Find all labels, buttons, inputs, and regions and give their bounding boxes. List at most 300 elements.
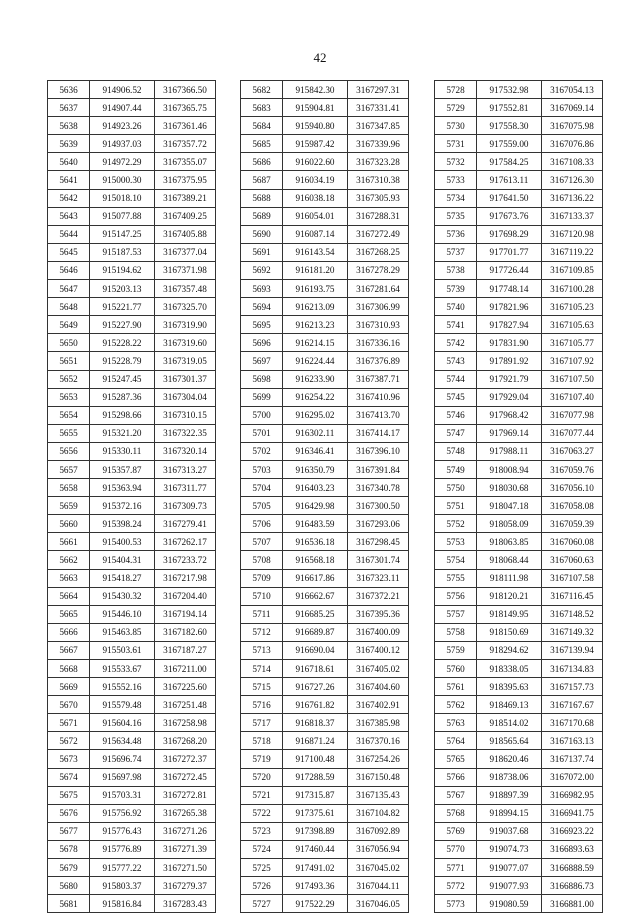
table-row [48,261,216,279]
point-number-cell: 5656 [48,442,90,460]
x-coordinate-cell: 917673.76 [477,207,542,225]
x-coordinate-cell: 915940.80 [283,117,348,135]
point-number-cell: 5702 [241,442,283,460]
point-number-cell: 5645 [48,243,90,261]
table-row [241,460,409,478]
table-row [435,225,603,243]
x-coordinate-cell: 918063.85 [477,533,542,551]
point-number-cell: 5692 [241,261,283,279]
point-number-cell: 5759 [435,641,477,659]
table-row [48,859,216,877]
y-coordinate-cell: 3167347.85 [348,117,409,135]
table-row [48,822,216,840]
table-row [48,117,216,135]
point-number-cell: 5769 [435,822,477,840]
point-number-cell: 5709 [241,569,283,587]
table-row [48,460,216,478]
y-coordinate-cell: 3167107.40 [542,388,603,406]
table-row [435,786,603,804]
y-coordinate-cell: 3167310.38 [348,171,409,189]
y-coordinate-cell: 3167107.92 [542,352,603,370]
table-row [48,99,216,117]
x-coordinate-cell: 916689.87 [283,623,348,641]
point-number-cell: 5745 [435,388,477,406]
y-coordinate-cell: 3167396.10 [348,442,409,460]
x-coordinate-cell: 917701.77 [477,243,542,261]
x-coordinate-cell: 917493.36 [283,877,348,895]
table-row [435,569,603,587]
y-coordinate-cell: 3167135.43 [348,786,409,804]
table-row [241,189,409,207]
point-number-cell: 5757 [435,605,477,623]
table-row [48,714,216,732]
y-coordinate-cell: 3167268.20 [155,732,216,750]
point-number-cell: 5732 [435,153,477,171]
x-coordinate-cell: 915228.79 [90,352,155,370]
y-coordinate-cell: 3166886.73 [542,877,603,895]
y-coordinate-cell: 3167058.08 [542,497,603,515]
point-number-cell: 5690 [241,225,283,243]
x-coordinate-cell: 916617.86 [283,569,348,587]
x-coordinate-cell: 918149.95 [477,605,542,623]
x-coordinate-cell: 915227.90 [90,316,155,334]
y-coordinate-cell: 3167391.84 [348,460,409,478]
y-coordinate-cell: 3167194.14 [155,605,216,623]
point-number-cell: 5689 [241,207,283,225]
table-row [435,243,603,261]
x-coordinate-cell: 916034.19 [283,171,348,189]
x-coordinate-cell: 915904.81 [283,99,348,117]
table-row [241,225,409,243]
y-coordinate-cell: 3167279.41 [155,515,216,533]
table-row [435,460,603,478]
table-row [241,388,409,406]
table-row [48,786,216,804]
table-row [48,605,216,623]
table-row [241,153,409,171]
point-number-cell: 5713 [241,641,283,659]
point-number-cell: 5660 [48,515,90,533]
point-number-cell: 5697 [241,352,283,370]
table-row [435,605,603,623]
y-coordinate-cell: 3167320.14 [155,442,216,460]
table-row [48,569,216,587]
point-number-cell: 5747 [435,424,477,442]
table-row [48,678,216,696]
table-row [48,171,216,189]
x-coordinate-cell: 918058.09 [477,515,542,533]
y-coordinate-cell: 3167404.60 [348,678,409,696]
point-number-cell: 5661 [48,533,90,551]
x-coordinate-cell: 917552.81 [477,99,542,117]
y-coordinate-cell: 3167077.98 [542,406,603,424]
y-coordinate-cell: 3167272.45 [155,768,216,786]
table-row [241,533,409,551]
point-number-cell: 5705 [241,497,283,515]
table-row [48,877,216,895]
point-number-cell: 5729 [435,99,477,117]
point-number-cell: 5683 [241,99,283,117]
y-coordinate-cell: 3167204.40 [155,587,216,605]
y-coordinate-cell: 3166881.00 [542,895,603,913]
point-number-cell: 5696 [241,334,283,352]
table-row [435,189,603,207]
y-coordinate-cell: 3167134.83 [542,660,603,678]
y-coordinate-cell: 3167072.00 [542,768,603,786]
table-row [48,551,216,569]
x-coordinate-cell: 917398.89 [283,822,348,840]
point-number-cell: 5717 [241,714,283,732]
y-coordinate-cell: 3167370.16 [348,732,409,750]
y-coordinate-cell: 3167389.21 [155,189,216,207]
y-coordinate-cell: 3166888.59 [542,859,603,877]
x-coordinate-cell: 915463.85 [90,623,155,641]
x-coordinate-cell: 915194.62 [90,261,155,279]
table-row [241,877,409,895]
point-number-cell: 5704 [241,479,283,497]
x-coordinate-cell: 918338.05 [477,660,542,678]
y-coordinate-cell: 3167300.50 [348,497,409,515]
y-coordinate-cell: 3167060.08 [542,533,603,551]
y-coordinate-cell: 3167271.50 [155,859,216,877]
y-coordinate-cell: 3167304.04 [155,388,216,406]
y-coordinate-cell: 3167271.39 [155,840,216,858]
point-number-cell: 5682 [241,81,283,99]
point-number-cell: 5642 [48,189,90,207]
table-row [435,623,603,641]
y-coordinate-cell: 3167323.28 [348,153,409,171]
y-coordinate-cell: 3167340.78 [348,479,409,497]
table-row [435,877,603,895]
y-coordinate-cell: 3167323.11 [348,569,409,587]
table-row [435,515,603,533]
x-coordinate-cell: 915330.11 [90,442,155,460]
table-row [241,822,409,840]
x-coordinate-cell: 916054.01 [283,207,348,225]
table-row [435,99,603,117]
table-row [241,678,409,696]
point-number-cell: 5668 [48,660,90,678]
table-row [435,678,603,696]
x-coordinate-cell: 916818.37 [283,714,348,732]
y-coordinate-cell: 3166941.75 [542,804,603,822]
x-coordinate-cell: 916662.67 [283,587,348,605]
x-coordinate-cell: 915357.87 [90,460,155,478]
x-coordinate-cell: 915018.10 [90,189,155,207]
y-coordinate-cell: 3167254.26 [348,750,409,768]
x-coordinate-cell: 916181.20 [283,261,348,279]
table-row [48,81,216,99]
table-row [435,714,603,732]
y-coordinate-cell: 3167075.98 [542,117,603,135]
x-coordinate-cell: 916038.18 [283,189,348,207]
x-coordinate-cell: 918068.44 [477,551,542,569]
point-number-cell: 5675 [48,786,90,804]
x-coordinate-cell: 918620.46 [477,750,542,768]
table-row [435,207,603,225]
point-number-cell: 5746 [435,406,477,424]
x-coordinate-cell: 918469.13 [477,696,542,714]
table-row [435,406,603,424]
point-number-cell: 5665 [48,605,90,623]
y-coordinate-cell: 3167375.95 [155,171,216,189]
table-row [241,714,409,732]
coordinate-table-right [434,80,603,913]
x-coordinate-cell: 916214.15 [283,334,348,352]
point-number-cell: 5708 [241,551,283,569]
x-coordinate-cell: 915298.66 [90,406,155,424]
x-coordinate-cell: 916685.25 [283,605,348,623]
point-number-cell: 5771 [435,859,477,877]
point-number-cell: 5737 [435,243,477,261]
x-coordinate-cell: 917522.29 [283,895,348,913]
x-coordinate-cell: 915247.45 [90,370,155,388]
x-coordinate-cell: 918565.64 [477,732,542,750]
point-number-cell: 5743 [435,352,477,370]
table-row [435,859,603,877]
table-row [435,442,603,460]
x-coordinate-cell: 917559.00 [477,135,542,153]
x-coordinate-cell: 918047.18 [477,497,542,515]
table-row [241,569,409,587]
y-coordinate-cell: 3167357.48 [155,280,216,298]
table-row [241,479,409,497]
point-number-cell: 5735 [435,207,477,225]
point-number-cell: 5753 [435,533,477,551]
table-row [435,81,603,99]
x-coordinate-cell: 915400.53 [90,533,155,551]
point-number-cell: 5760 [435,660,477,678]
table-row [241,406,409,424]
table-row [435,479,603,497]
table-row [241,424,409,442]
y-coordinate-cell: 3167313.27 [155,460,216,478]
point-number-cell: 5706 [241,515,283,533]
x-coordinate-cell: 916193.75 [283,280,348,298]
point-number-cell: 5670 [48,696,90,714]
point-number-cell: 5767 [435,786,477,804]
y-coordinate-cell: 3167339.96 [348,135,409,153]
point-number-cell: 5730 [435,117,477,135]
y-coordinate-cell: 3167366.50 [155,81,216,99]
x-coordinate-cell: 916429.98 [283,497,348,515]
point-number-cell: 5666 [48,623,90,641]
table-row [241,696,409,714]
y-coordinate-cell: 3167119.22 [542,243,603,261]
point-number-cell: 5739 [435,280,477,298]
y-coordinate-cell: 3167361.46 [155,117,216,135]
x-coordinate-cell: 917460.44 [283,840,348,858]
x-coordinate-cell: 915776.89 [90,840,155,858]
point-number-cell: 5640 [48,153,90,171]
x-coordinate-cell: 915634.48 [90,732,155,750]
point-number-cell: 5754 [435,551,477,569]
table-row [435,750,603,768]
x-coordinate-cell: 918008.94 [477,460,542,478]
point-number-cell: 5710 [241,587,283,605]
y-coordinate-cell: 3167149.32 [542,623,603,641]
x-coordinate-cell: 918030.68 [477,479,542,497]
x-coordinate-cell: 915000.30 [90,171,155,189]
table-row [241,280,409,298]
table-row [48,207,216,225]
table-row [48,243,216,261]
point-number-cell: 5667 [48,641,90,659]
table-row [435,768,603,786]
y-coordinate-cell: 3167402.91 [348,696,409,714]
table-row [241,316,409,334]
point-number-cell: 5663 [48,569,90,587]
table-row [435,334,603,352]
x-coordinate-cell: 916871.24 [283,732,348,750]
y-coordinate-cell: 3167311.77 [155,479,216,497]
point-number-cell: 5740 [435,298,477,316]
point-number-cell: 5659 [48,497,90,515]
table-row [241,768,409,786]
y-coordinate-cell: 3167409.25 [155,207,216,225]
y-coordinate-cell: 3167271.26 [155,822,216,840]
table-row [48,895,216,913]
y-coordinate-cell: 3167262.17 [155,533,216,551]
y-coordinate-cell: 3167400.12 [348,641,409,659]
x-coordinate-cell: 915697.98 [90,768,155,786]
point-number-cell: 5651 [48,352,90,370]
y-coordinate-cell: 3167376.89 [348,352,409,370]
x-coordinate-cell: 917532.98 [477,81,542,99]
table-row [241,81,409,99]
point-number-cell: 5726 [241,877,283,895]
table-row [241,497,409,515]
y-coordinate-cell: 3167357.72 [155,135,216,153]
point-number-cell: 5644 [48,225,90,243]
point-number-cell: 5728 [435,81,477,99]
x-coordinate-cell: 917698.29 [477,225,542,243]
y-coordinate-cell: 3167126.30 [542,171,603,189]
y-coordinate-cell: 3167063.27 [542,442,603,460]
table-row [241,840,409,858]
table-row [48,388,216,406]
y-coordinate-cell: 3167297.31 [348,81,409,99]
table-row [435,533,603,551]
y-coordinate-cell: 3167272.49 [348,225,409,243]
y-coordinate-cell: 3167211.00 [155,660,216,678]
table-row [48,587,216,605]
x-coordinate-cell: 915221.77 [90,298,155,316]
x-coordinate-cell: 916143.54 [283,243,348,261]
point-number-cell: 5720 [241,768,283,786]
y-coordinate-cell: 3167310.15 [155,406,216,424]
y-coordinate-cell: 3167150.48 [348,768,409,786]
table-row [435,298,603,316]
y-coordinate-cell: 3167298.45 [348,533,409,551]
y-coordinate-cell: 3167309.73 [155,497,216,515]
point-number-cell: 5749 [435,460,477,478]
y-coordinate-cell: 3167371.98 [155,261,216,279]
table-row [241,605,409,623]
x-coordinate-cell: 918294.62 [477,641,542,659]
point-number-cell: 5707 [241,533,283,551]
x-coordinate-cell: 916568.18 [283,551,348,569]
point-number-cell: 5657 [48,460,90,478]
x-coordinate-cell: 916213.09 [283,298,348,316]
y-coordinate-cell: 3167139.94 [542,641,603,659]
table-row [241,207,409,225]
x-coordinate-cell: 917748.14 [477,280,542,298]
x-coordinate-cell: 916087.14 [283,225,348,243]
x-coordinate-cell: 915363.94 [90,479,155,497]
y-coordinate-cell: 3167377.04 [155,243,216,261]
point-number-cell: 5714 [241,660,283,678]
point-number-cell: 5758 [435,623,477,641]
y-coordinate-cell: 3167283.43 [155,895,216,913]
y-coordinate-cell: 3167054.13 [542,81,603,99]
table-row [241,732,409,750]
x-coordinate-cell: 915756.92 [90,804,155,822]
table-row [241,243,409,261]
x-coordinate-cell: 918111.98 [477,569,542,587]
table-row [48,804,216,822]
x-coordinate-cell: 918395.63 [477,678,542,696]
y-coordinate-cell: 3167116.45 [542,587,603,605]
point-number-cell: 5688 [241,189,283,207]
y-coordinate-cell: 3167405.88 [155,225,216,243]
table-row [48,497,216,515]
x-coordinate-cell: 915147.25 [90,225,155,243]
x-coordinate-cell: 917827.94 [477,316,542,334]
x-coordinate-cell: 915803.37 [90,877,155,895]
point-number-cell: 5669 [48,678,90,696]
point-number-cell: 5648 [48,298,90,316]
table-row [435,388,603,406]
table-row [241,135,409,153]
y-coordinate-cell: 3166982.95 [542,786,603,804]
table-row [241,551,409,569]
point-number-cell: 5679 [48,859,90,877]
table-row [48,153,216,171]
point-number-cell: 5646 [48,261,90,279]
point-number-cell: 5673 [48,750,90,768]
y-coordinate-cell: 3167163.13 [542,732,603,750]
y-coordinate-cell: 3167385.98 [348,714,409,732]
x-coordinate-cell: 915579.48 [90,696,155,714]
table-row [435,153,603,171]
point-number-cell: 5703 [241,460,283,478]
x-coordinate-cell: 918120.21 [477,587,542,605]
x-coordinate-cell: 919077.07 [477,859,542,877]
point-number-cell: 5655 [48,424,90,442]
table-row [48,442,216,460]
y-coordinate-cell: 3167077.44 [542,424,603,442]
table-row [435,822,603,840]
table-row [48,840,216,858]
x-coordinate-cell: 915816.84 [90,895,155,913]
table-row [48,479,216,497]
table-row [241,171,409,189]
point-number-cell: 5772 [435,877,477,895]
x-coordinate-cell: 914907.44 [90,99,155,117]
table-row [241,641,409,659]
point-number-cell: 5733 [435,171,477,189]
x-coordinate-cell: 915842.30 [283,81,348,99]
table-row [241,623,409,641]
x-coordinate-cell: 915703.31 [90,786,155,804]
x-coordinate-cell: 916761.82 [283,696,348,714]
x-coordinate-cell: 919080.59 [477,895,542,913]
point-number-cell: 5744 [435,370,477,388]
table-row [435,424,603,442]
table-row [241,786,409,804]
point-number-cell: 5721 [241,786,283,804]
